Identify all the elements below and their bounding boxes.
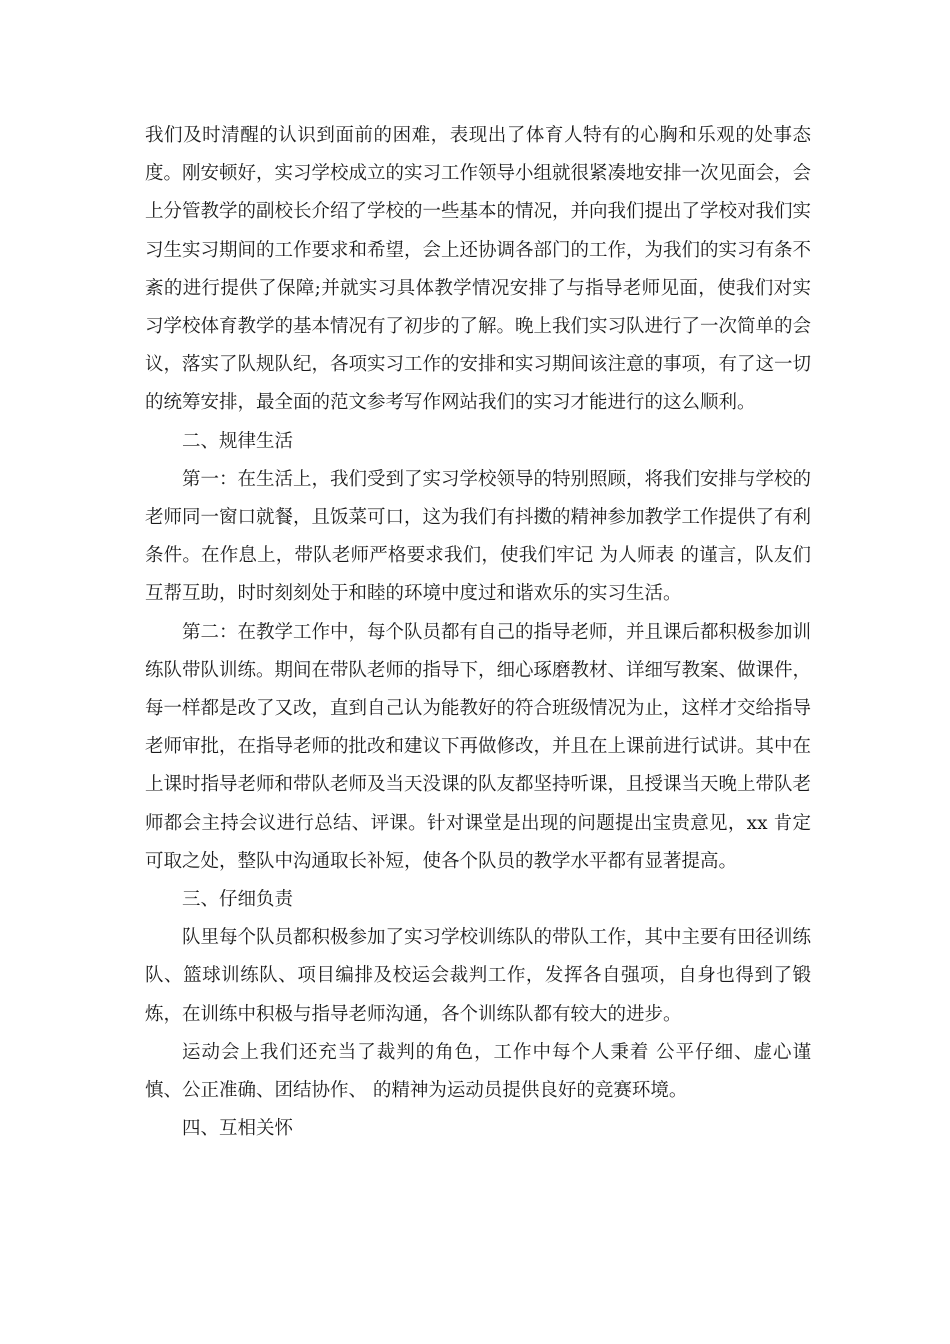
section-heading-2: 二、规律生活 — [182, 430, 294, 452]
section-heading-4: 四、互相关怀 — [182, 1118, 294, 1140]
document-body — [145, 117, 811, 1148]
paragraph-sports-meet: 运动会上我们还充当了裁判的角色，工作中每个人秉着 公平仔细、虚心谨慎、公正准确、团结协作、 的精神为运动员提供良好的竞赛环境。 — [145, 1041, 811, 1102]
paragraph-life-first: 第一：在生活上，我们受到了实习学校领导的特别照顾，将我们安排与学校的老师同一窗口就餐，且饭菜可口，这为我们有抖擞的精神参加教学工作提供了有利条件。在作息上，带队老师严格要求我们，使我们牢记 为人师表 的谨言，队友们互帮互助，时时刻刻处于和睦的环境中度过和谐欢乐的实习生活。 — [145, 468, 812, 605]
section-heading-3: 三、仔细负责 — [182, 889, 294, 911]
paragraph-training: 队里每个队员都积极参加了实习学校训练队的带队工作，其中主要有田径训练队、篮球训练队、项目编排及校运会裁判工作，发挥各自强项，自身也得到了锻炼，在训练中积极与指导老师沟通，各个训练队都有较大的进步。 — [145, 927, 812, 1025]
paragraph-teaching-second: 第二：在教学工作中，每个队员都有自己的指导老师，并且课后都积极参加训练队带队训练。期间在带队老师的指导下，细心琢磨教材、详细写教案、做课件，每一样都是改了又改，直到自己认为能教好的符合班级情况为止，这样才交给指导老师审批，在指导老师的批改和建议下再做修改，并且在上课前进行试讲。其中在上课时指导老师和带队老师及当天没课的队友都坚持听课，且授课当天晚上带队老师都会主持会议进行总结、评课。针对课堂是出现的问题提出宝贵意见，xx 肯定可取之处，整队中沟通取长补短，使各个队员的教学水平都有显著提高。 — [145, 621, 812, 872]
paragraph-intro: 我们及时清醒的认识到面前的困难，表现出了体育人特有的心胸和乐观的处事态度。刚安顿好，实习学校成立的实习工作领导小组就很紧凑地安排一次见面会，会上分管教学的副校长介绍了学校的一些基本的情况，并向我们提出了学校对我们实习生实习期间的工作要求和希望，会上还协调各部门的工作，为我们的实习有条不紊的进行提供了保障;并就实习具体教学情况安排了与指导老师见面，使我们对实习学校体育教学的基本情况有了初步的了解。晚上我们实习队进行了一次简单的会议，落实了队规队纪，各项实习工作的安排和实习期间该注意的事项，有了这一切的统筹安排，最全面的范文参考写作网站我们的实习才能进行的这么顺利。 — [145, 125, 812, 414]
